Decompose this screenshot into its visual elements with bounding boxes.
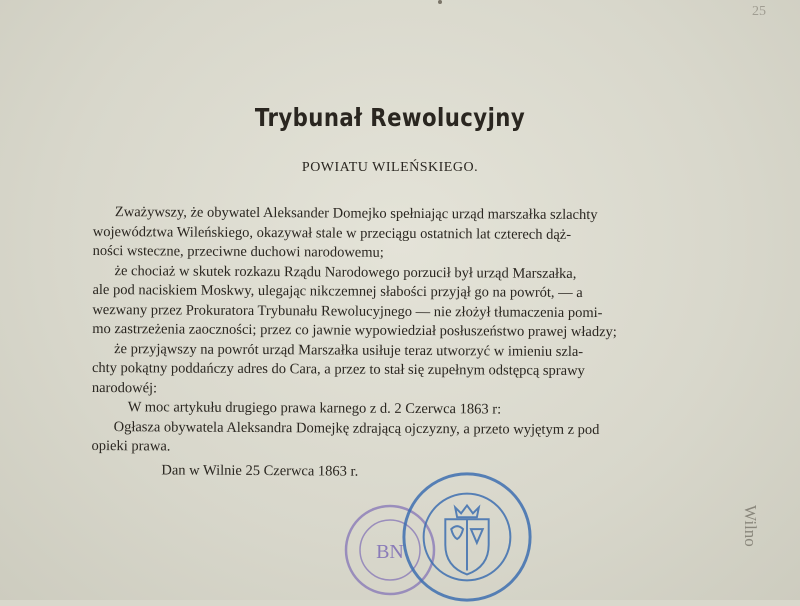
corner-number: 25 xyxy=(752,4,766,19)
text-line: ności wsteczne, przeciwne duchowi narodowemu; xyxy=(92,242,384,261)
text-line: ale pod naciskiem Moskwy, ulegając nikczemnej słabości przyjął go na powrót, — a xyxy=(92,281,583,301)
document-body xyxy=(91,203,673,484)
signature-line: Dan w Wilnie 25 Czerwca 1863 r. xyxy=(161,461,359,480)
document-title: Trybunał Rewolucyjny xyxy=(254,103,526,132)
text-line: W moc artykułu drugiego prawa karnego z d. 2 Czerwca 1863 r: xyxy=(127,399,502,418)
text-line: opieki prawa. xyxy=(91,437,171,455)
text-line: województwa Wileńskiego, okazywał stale w przeciągu ostatnich lat czterech dąż- xyxy=(92,223,572,243)
text-line: chty pokątny poddańczy adres do Cara, a przez to stał się zupełnym odstępcą sprawy xyxy=(91,359,585,380)
text-line: Ogłasza obywatela Aleksandra Domejkę zdrającą ojczyzny, a przeto wyjętym z pod xyxy=(113,418,600,438)
document-subtitle: POWIATU WILEŃSKIEGO. xyxy=(301,160,479,175)
text-line: mo zastrzeżenia zaoczności; przez co jawnie wypowiedział posłuszeństwo prawej władzy; xyxy=(92,320,617,341)
margin-annotation: Wilno xyxy=(741,505,760,547)
text-line: że chociaż w skutek rozkazu Rządu Narodowego porzucił był urząd Marszałka, xyxy=(114,262,577,282)
stamp-center-text: BN xyxy=(376,541,404,563)
government-seal xyxy=(398,468,536,606)
ink-mark xyxy=(438,0,442,4)
text-line: że przyjąwszy na powrót urząd Marszałka usiłuje teraz utworzyć w imieniu szla- xyxy=(114,340,584,360)
text-line: Zważywszy, że obywatel Aleksander Domejko spełniając urząd marszałka szlachty xyxy=(114,204,598,224)
text-line: wezwany przez Prokuratora Trybunału Rewolucyjnego — nie złożył tłumaczenia pomi- xyxy=(92,301,603,321)
text-line: narodowéj: xyxy=(91,379,158,396)
coat-of-arms-icon xyxy=(445,505,488,574)
